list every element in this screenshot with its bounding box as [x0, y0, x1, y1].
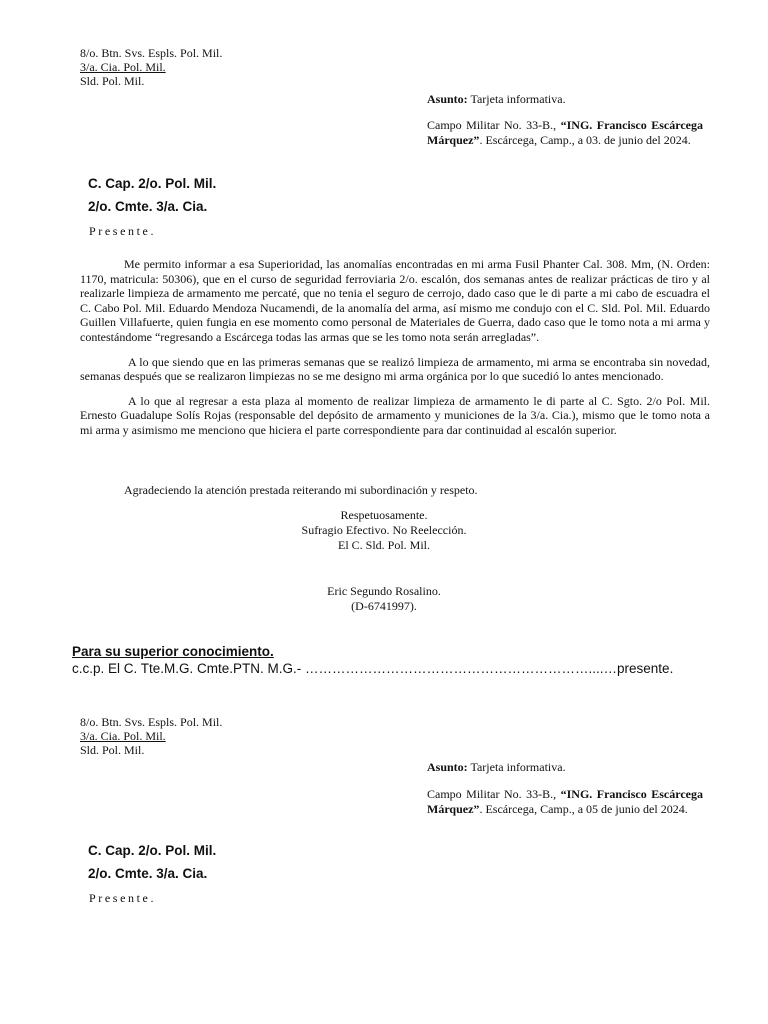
unit-line-company: 3/a. Cia. Pol. Mil. [80, 729, 166, 743]
ccp-title: Para su superior conocimiento. [72, 644, 274, 659]
subject-value: Tarjeta informativa. [467, 760, 566, 774]
sign-line: El C. Sld. Pol. Mil. [337, 538, 431, 552]
unit-line-rank: Sld. Pol. Mil. [80, 74, 145, 88]
sign-line: Sufragio Efectivo. No Reelección. [301, 523, 467, 537]
presente-label: Presente. [89, 224, 157, 238]
subject-label: Asunto: [427, 760, 468, 774]
paragraph: Me permito informar a esa Superioridad, las anomalías encontradas en mi arma Fusil Phanter Cal. 308. Mm, (N. Orden: 1170, matricula: 50306), que en el curso de seguridad ferroviaria 2/o. escalón, dos semanas antes de realizar prácticas de tiro y al realizarle limpieza de armamento me percaté, que no tenia el seguro de cerrojo, dado caso que le di parte a mi cabo de escuadra el C. Cabo Pol. Mil. Eduardo Mendoza Nucamendi, de la anomalía del arma, así mismo me condujo con el C. Sld. Pol. Mil. Eduardo Guillen Villafuerte, quien fungia en ese momento como personal de Materiales de Guerra, dado caso que le tomo nota a mi arma y contestándome “regresando a Escárcega todas las armas que se les tomo nota serán arregladas”. [80, 257, 710, 344]
letter-body [80, 257, 710, 448]
paragraph: A lo que siendo que en las primeras semanas que se realizó limpieza de armamento, mi arma se encontraba sin novedad, semanas después que se realizaron limpiezas no se me designo mi arma orgánica por lo que sucedió lo antes mencionado. [80, 354, 710, 384]
unit-line-battalion: 8/o. Btn. Svs. Espls. Pol. Mil. [80, 715, 223, 729]
signer [0, 584, 768, 614]
unit-line-battalion: 8/o. Btn. Svs. Espls. Pol. Mil. [80, 46, 223, 60]
place-text: Campo Militar No. 33-B., [427, 118, 561, 132]
signature-block [0, 508, 768, 553]
subject-label: Asunto: [427, 92, 468, 106]
subject-value: Tarjeta informativa. [467, 92, 566, 106]
subject-line [427, 92, 703, 107]
closing-line: Agradeciendo la atención prestada reiterando mi subordinación y respeto. [124, 483, 478, 497]
addressee-command: 2/o. Cmte. 3/a. Cia. [88, 199, 208, 214]
place-name: “ING. Francisco Escárcega Márquez” [427, 118, 703, 147]
place-name: “ING. Francisco Escárcega Márquez” [427, 787, 703, 816]
place-date-2 [427, 787, 703, 817]
ccp-line: c.c.p. El C. Tte.M.G. Cmte.PTN. M.G.- ………………………………………………………....…presente. [72, 661, 674, 676]
addressee-rank: C. Cap. 2/o. Pol. Mil. [88, 176, 217, 191]
unit-line-company: 3/a. Cia. Pol. Mil. [80, 60, 166, 74]
unit-header [80, 46, 222, 88]
addressee-rank-2: C. Cap. 2/o. Pol. Mil. [88, 843, 217, 858]
place-date [427, 118, 703, 148]
date-text: . Escárcega, Camp., a 05 de junio del 2024. [479, 802, 688, 816]
paragraph: A lo que al regresar a esta plaza al momento de realizar limpieza de armamento le di parte al C. Sgto. 2/o Pol. Mil. Ernesto Guadalupe Solís Rojas (responsable del depósito de armamento y municiones de la 3/a. Cia.), mismo que le tomo nota a mi arma y asimismo me menciono que hiciera el parte correspondiente para dar continuidad al escalón superior. [80, 393, 710, 437]
unit-line-rank: Sld. Pol. Mil. [80, 743, 145, 757]
signer-id: (D-6741997). [351, 599, 417, 613]
presente-label-2: Presente. [89, 891, 157, 905]
place-text: Campo Militar No. 33-B., [427, 787, 561, 801]
date-text: . Escárcega, Camp., a 03. de junio del 2024. [479, 133, 691, 147]
signer-name: Eric Segundo Rosalino. [327, 584, 441, 598]
subject-line-2 [427, 760, 703, 775]
unit-header-2 [80, 715, 222, 757]
sign-line: Respetuosamente. [340, 508, 428, 522]
addressee-command-2: 2/o. Cmte. 3/a. Cia. [88, 866, 208, 881]
